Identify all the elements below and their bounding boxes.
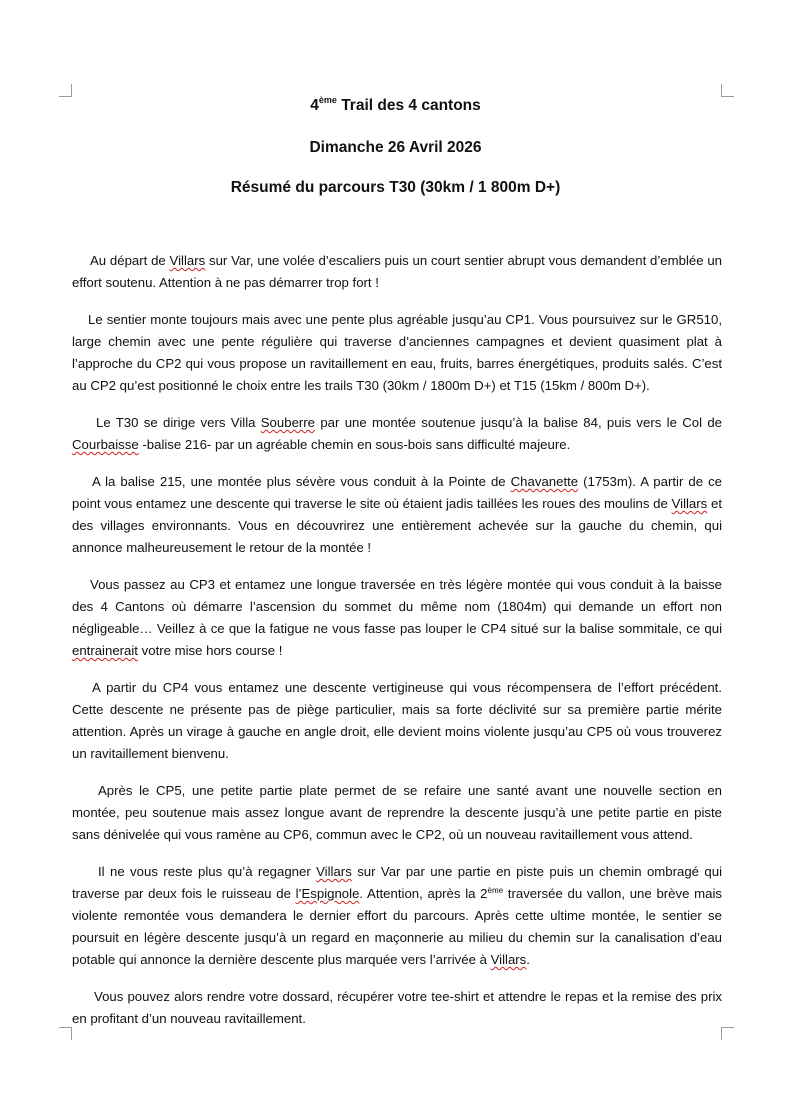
page-corner-mark-bottom-left bbox=[59, 1027, 72, 1040]
text-run: . Attention, après la 2 bbox=[359, 886, 488, 901]
document-body bbox=[72, 250, 722, 1045]
text-run: Le sentier monte toujours mais avec une pente plus agréable jusqu’au CP1. Vous poursuivez sur le GR510, large chemin avec une pente régulière qui traverse d’anciennes campagnes et devient quasiment plat à l’approche du CP2 qui vous propose un ravitaillement en eau, fruits, barres énergétiques, produits salés. C’est au CP2 qu’est positionné le choix entre les trails T30 (30km / 1800m D+) et T15 (15km / 800m D+). bbox=[72, 312, 722, 393]
text-run: Vous pouvez alors rendre votre dossard, récupérer votre tee-shirt et attendre le repas et la remise des prix en profitant d’un nouveau ravitaillement. bbox=[72, 989, 722, 1026]
paragraph-2 bbox=[72, 309, 722, 397]
paragraph-4 bbox=[72, 471, 722, 559]
paragraph-3 bbox=[72, 412, 722, 456]
spellcheck-word: Villars bbox=[169, 253, 206, 268]
title-superscript: ème bbox=[318, 95, 337, 105]
spellcheck-word: Courbaisse bbox=[72, 437, 139, 452]
paragraph-8 bbox=[72, 861, 722, 971]
paragraph-9 bbox=[72, 986, 722, 1030]
page-corner-mark-top-right bbox=[721, 84, 734, 97]
paragraph-5 bbox=[72, 574, 722, 662]
text-run: A partir du CP4 vous entamez une descente vertigineuse qui vous récompensera de l’effort précédent. Cette descente ne présente pas de piège particulier, mais sa forte déclivité sur sa première partie mérite attention. Après un virage à gauche en angle droit, elle devient moins violente jusqu’au CP5 où vous trouverez un ravitaillement bienvenu. bbox=[72, 680, 722, 761]
spellcheck-word: Villars bbox=[490, 952, 527, 967]
title-text: Trail des 4 cantons bbox=[336, 97, 481, 114]
spellcheck-word: Souberre bbox=[260, 415, 316, 430]
text-run: traversée du vallon, une brève mais violente remontée vous demandera le dernier effort du parcours. Après cette ultime montée, le sentier se poursuit en légère descente jusqu’à un regard en maçonnerie au milieu du chemin sur la canalisation d’eau potable qui annonce la dernière descente plus marquée vers l’arrivée à bbox=[72, 886, 722, 967]
page-corner-mark-bottom-right bbox=[721, 1027, 734, 1040]
spellcheck-word: l’Espignole bbox=[295, 886, 360, 901]
paragraph-6 bbox=[72, 677, 722, 765]
text-run: sur Var par une partie en piste puis un chemin ombragé qui traverse par deux fois le ruisseau de bbox=[72, 864, 722, 901]
title-ordinal: 4 bbox=[310, 97, 319, 114]
document-title bbox=[0, 97, 791, 115]
spellcheck-word: Villars bbox=[316, 864, 352, 879]
text-run: par une montée soutenue jusqu’à la balise 84, puis vers le Col de bbox=[315, 415, 722, 430]
text-run: votre mise hors course ! bbox=[137, 643, 283, 658]
text-run: A la balise 215, une montée plus sévère vous conduit à la Pointe de bbox=[92, 474, 511, 489]
text-run: Au départ de bbox=[90, 253, 170, 268]
page-corner-mark-top-left bbox=[59, 84, 72, 97]
text-run: (1753m). A partir de ce point vous entamez une descente qui traverse le site où étaient jadis taillées les roues des moulins de bbox=[72, 474, 722, 511]
spellcheck-word: entrainerait bbox=[72, 643, 138, 658]
paragraph-7 bbox=[72, 780, 722, 846]
text-run: -balise 216- par un agréable chemin en sous-bois sans difficulté majeure. bbox=[138, 437, 571, 452]
document-subtitle: Résumé du parcours T30 (30km / 1 800m D+) bbox=[230, 179, 561, 196]
paragraph-1 bbox=[72, 250, 722, 294]
text-run: sur Var, une volée d’escaliers puis un court sentier abrupt vous demandent d’emblée un effort soutenu. Attention à ne pas démarrer trop fort ! bbox=[72, 253, 722, 290]
text-run: Il ne vous reste plus qu’à regagner bbox=[98, 864, 317, 879]
text-run: et des villages environnants. Vous en découvrirez une entièrement achevée sur la gauche du chemin, qui annonce malheureusement le retour de la montée ! bbox=[72, 496, 722, 555]
text-run: Vous passez au CP3 et entamez une longue traversée en très légère montée qui vous conduit à la baisse des 4 Cantons où démarre l’ascension du sommet du même nom (1804m) qui demande un effort non négligeable… Veillez à ce que la fatigue ne vous fasse pas louper le CP4 situé sur la balise sommitale, ce qui bbox=[72, 577, 722, 636]
spellcheck-word: Chavanette bbox=[510, 474, 579, 489]
spellcheck-word: Villars bbox=[671, 496, 708, 511]
superscript: ème bbox=[487, 886, 504, 895]
text-run: Après le CP5, une petite partie plate permet de se refaire une santé avant une nouvelle section en montée, peu soutenue mais assez longue avant de reprendre la descente jusqu’à une petite partie en piste sans dénivelée qui vous ramène au CP6, commun avec le CP2, où un nouveau ravitaillement vous attend. bbox=[72, 783, 722, 842]
text-run: Le T30 se dirige vers Villa bbox=[96, 415, 261, 430]
text-run: . bbox=[526, 952, 530, 967]
event-date: Dimanche 26 Avril 2026 bbox=[309, 139, 482, 156]
